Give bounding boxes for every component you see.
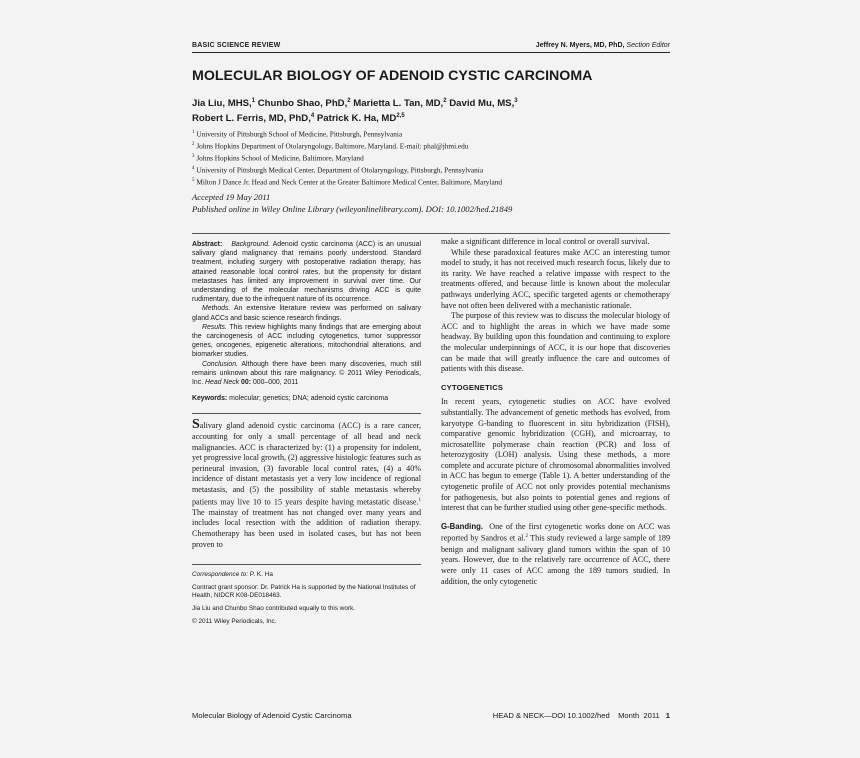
cytogenetics-paragraph: In recent years, cytogenetic studies on ACC have evolved substantially. The advancement of genetic methods has evolved, from karyotype G-banding to fluorescent in situ hybridization (FISH), comparative genomic hybridization (CGH), and microarray, to microsatellite polymerase chain reaction (PCR) and loss of heterozygosity (LOH) analysis. Using these methods, a more complete and accurate picture of chromosomal abnormalities involved in ACC has begun to emerge (Table 1). A better understanding of the cytogenetic profile of ACC not only provides potential mechanisms for pathogenesis, but also points to potential genes and regions of interest that can be further studied using other gene-specific methods. <box>441 397 670 513</box>
abstract-rule <box>192 233 670 234</box>
affiliation <box>192 176 670 188</box>
affiliation-text: Johns Hopkins Department of Otolaryngology, Baltimore, Maryland. E-mail: phal@jhmi.edu <box>196 141 469 151</box>
right-body <box>441 237 670 587</box>
author-affil-ref: 3 <box>514 98 518 104</box>
methods-label: Methods. <box>202 305 231 313</box>
author: Robert L. Ferris, MD, PhD, <box>192 113 311 125</box>
footer-journal <box>493 711 670 720</box>
publication-info <box>192 191 670 215</box>
affiliation <box>192 128 670 140</box>
running-header <box>192 40 670 52</box>
author-affil-ref: 2 <box>443 98 447 104</box>
intro-paragraph: alivary gland adenoid cystic carcinoma (ACC) is a rare cancer, accounting for only a small percentage of all head and neck malignancies. ACC is characterized by: (1) a propensity for indolent, yet progressive local growth, (2) aggressive histologic features such as perineural invasion, (3) favorable local control rates, (4) a 40% incidence of distant metastasis yet a very low incidence of regional metastasis, and (5) the possibility of stable metastasis whereby patients may live 10 to 15 years despite having metastatic disease. <box>192 421 421 507</box>
journal-name: Head Neck <box>205 379 240 387</box>
copyright-note: © 2011 Wiley Periodicals, Inc. <box>192 617 277 625</box>
affiliation <box>192 164 670 176</box>
keywords-rule <box>192 413 421 414</box>
abstract-label: Abstract: <box>192 241 223 248</box>
accepted-date: Accepted 19 May 2011 <box>192 192 271 202</box>
correspondence-rule <box>192 564 421 565</box>
author-affil-ref: 1 <box>251 98 256 104</box>
affiliation-number: 2 <box>192 142 195 148</box>
right-column <box>441 237 670 587</box>
author-affil-ref: 2,5 <box>396 113 405 120</box>
gbanding-text: One of the first cytogenetic works done on ACC was reported by Sandros et al. <box>441 521 671 544</box>
section-editor <box>536 42 670 49</box>
abstract-background: Adenoid cystic carcinoma (ACC) is an unusual salivary gland malignancy that remains poorly understood. Standard treatment, including surgery with postoperative radiation therapy, has attained reasonable local control rates, but the propensity for distant metastases has limited any improvement in survival over time. Our understanding of the molecular mechanisms driving ACC is quite rudimentary, due to the infrequent nature of its occurrence. <box>192 241 421 304</box>
author: Patrick K. Ha, MD <box>316 113 397 125</box>
affiliation-text: University of Pittsburgh School of Medicine, Pittsburgh, Pennsylvania <box>196 129 403 139</box>
affiliation-text: University of Pittsburgh Medical Center, Department of Otolaryngology, Pittsburgh, Pennsylvania <box>196 165 484 175</box>
correspondence-label: Correspondence to: <box>192 571 249 579</box>
equal-contribution: Jia Liu and Chunbo Shao contributed equally to this work. <box>192 605 356 613</box>
keywords-label: Keywords: <box>192 395 228 403</box>
keywords-text: molecular; genetics; DNA; adenoid cystic carcinoma <box>229 395 389 403</box>
author: Chunbo Shao, PhD, <box>257 98 348 110</box>
abstract-results: This review highlights many findings that are emerging about the carcinogenesis of ACC including cytogenetics, tumor suppressor genes, oncogenes, epigenetic alterations, mitochondrial alterations, and biomarker studies. <box>192 323 421 359</box>
affiliation-text: Milton J Dance Jr. Head and Neck Center at the Greater Baltimore Medical Center, Baltimore, Maryland <box>196 177 502 187</box>
page-number: 1 <box>665 711 670 720</box>
affiliation-list <box>192 128 670 188</box>
published-online: Published online in Wiley Online Library (wileyonlinelibrary.com). DOI: 10.1002/hed.21849 <box>192 204 513 214</box>
paragraph-continued: make a significant difference in local control or overall survival. <box>441 237 650 246</box>
affiliation-number: 1 <box>192 130 195 135</box>
abstract-methods: An extensive literature review was performed on salivary gland ACCs and basic science research findings. <box>192 305 421 322</box>
paragraph: The purpose of this review was to discuss the molecular biology of ACC and to highlight the areas in which we have made some headway. By building upon this foundation and continuing to explore the molecular underpinnings of ACC, it is our hope that discoveries can be made that will greatly influence the care and outcomes of patients with this disease. <box>441 311 670 374</box>
author: David Mu, MS, <box>449 98 515 110</box>
paragraph: While these paradoxical features make ACC an interesting tumor model to study, it has not received much research focus, likely due to its rarity. We have reached a relative impasse with respect to the treatments offered, and because little is known about the molecular pathways underlying ACC, specific targeted agents or chemotherapy have not often been delivered with a mechanistic rationale. <box>441 247 670 310</box>
journal-volume: 00: <box>241 379 252 387</box>
author-affil-ref: 2 <box>347 98 351 104</box>
editor-role: Section Editor <box>626 42 670 49</box>
conclusion-label: Conclusion. <box>202 360 239 368</box>
drop-cap: S <box>192 417 200 433</box>
editor-name: Jeffrey N. Myers, MD, PhD, <box>535 42 625 49</box>
results-label: Results. <box>202 323 227 331</box>
paper-title: MOLECULAR BIOLOGY OF ADENOID CYSTIC CARCINOMA <box>192 68 593 84</box>
section-label: BASIC SCIENCE REVIEW <box>192 42 281 49</box>
citation-ref: 2 <box>525 534 528 540</box>
author: Jia Liu, MHS, <box>192 98 252 110</box>
footer-title: Molecular Biology of Adenoid Cystic Carcinoma <box>192 711 352 720</box>
abstract <box>192 240 421 387</box>
affiliation-number: 3 <box>192 154 195 160</box>
keywords <box>192 394 421 403</box>
affiliation-text: Johns Hopkins School of Medicine, Baltimore, Maryland <box>196 153 364 163</box>
affiliation-number: 4 <box>192 166 195 172</box>
intro-paragraph-cont: The mainstay of treatment has not changed over many years and includes local resection with the addition of radiation therapy. Chemotherapy has been used in isolated cases, but has not been proven to <box>192 507 421 549</box>
grant-sponsor: Contract grant sponsor: Dr. Patrick Ha is supported by the National Institutes of Health, NIDCR K08-DE018463. <box>192 583 416 600</box>
correspondence-block <box>192 571 421 626</box>
footer-doi: HEAD & NECK—DOI 10.1002/hed Month 2011 <box>492 711 660 720</box>
affiliation <box>192 152 670 164</box>
correspondence-name: P. K. Ha <box>249 571 273 579</box>
intro-text <box>192 417 421 550</box>
abstract-conclusion: Although there have been many discoveries, much still remains unknown about this rare malignancy. © 2011 Wiley Periodicals, Inc. <box>192 360 421 387</box>
citation-ref: 1 <box>418 497 421 503</box>
affiliation <box>192 140 670 152</box>
author: Marietta L. Tan, MD, <box>353 98 444 110</box>
author-affil-ref: 4 <box>310 113 315 120</box>
section-heading-cytogenetics: CYTOGENETICS <box>441 382 504 392</box>
subsection-gbanding: G-Banding. <box>441 521 484 531</box>
paper-page <box>192 40 670 730</box>
left-column <box>192 240 421 630</box>
affiliation-number: 5 <box>192 178 195 184</box>
gbanding-text-cont: This study reviewed a large sample of 189 benign and malignant salivary gland tumors within the span of 10 years. However, due to the relatively rare occurrence of ACC, there were only 11 cases of ACC among the 189 tumors studied. In addition, the only cytogenetic <box>441 534 671 586</box>
journal-pages: 000–000, 2011 <box>252 379 299 387</box>
author-list <box>192 95 670 125</box>
header-rule <box>192 52 670 53</box>
background-label: Background. <box>231 241 271 248</box>
